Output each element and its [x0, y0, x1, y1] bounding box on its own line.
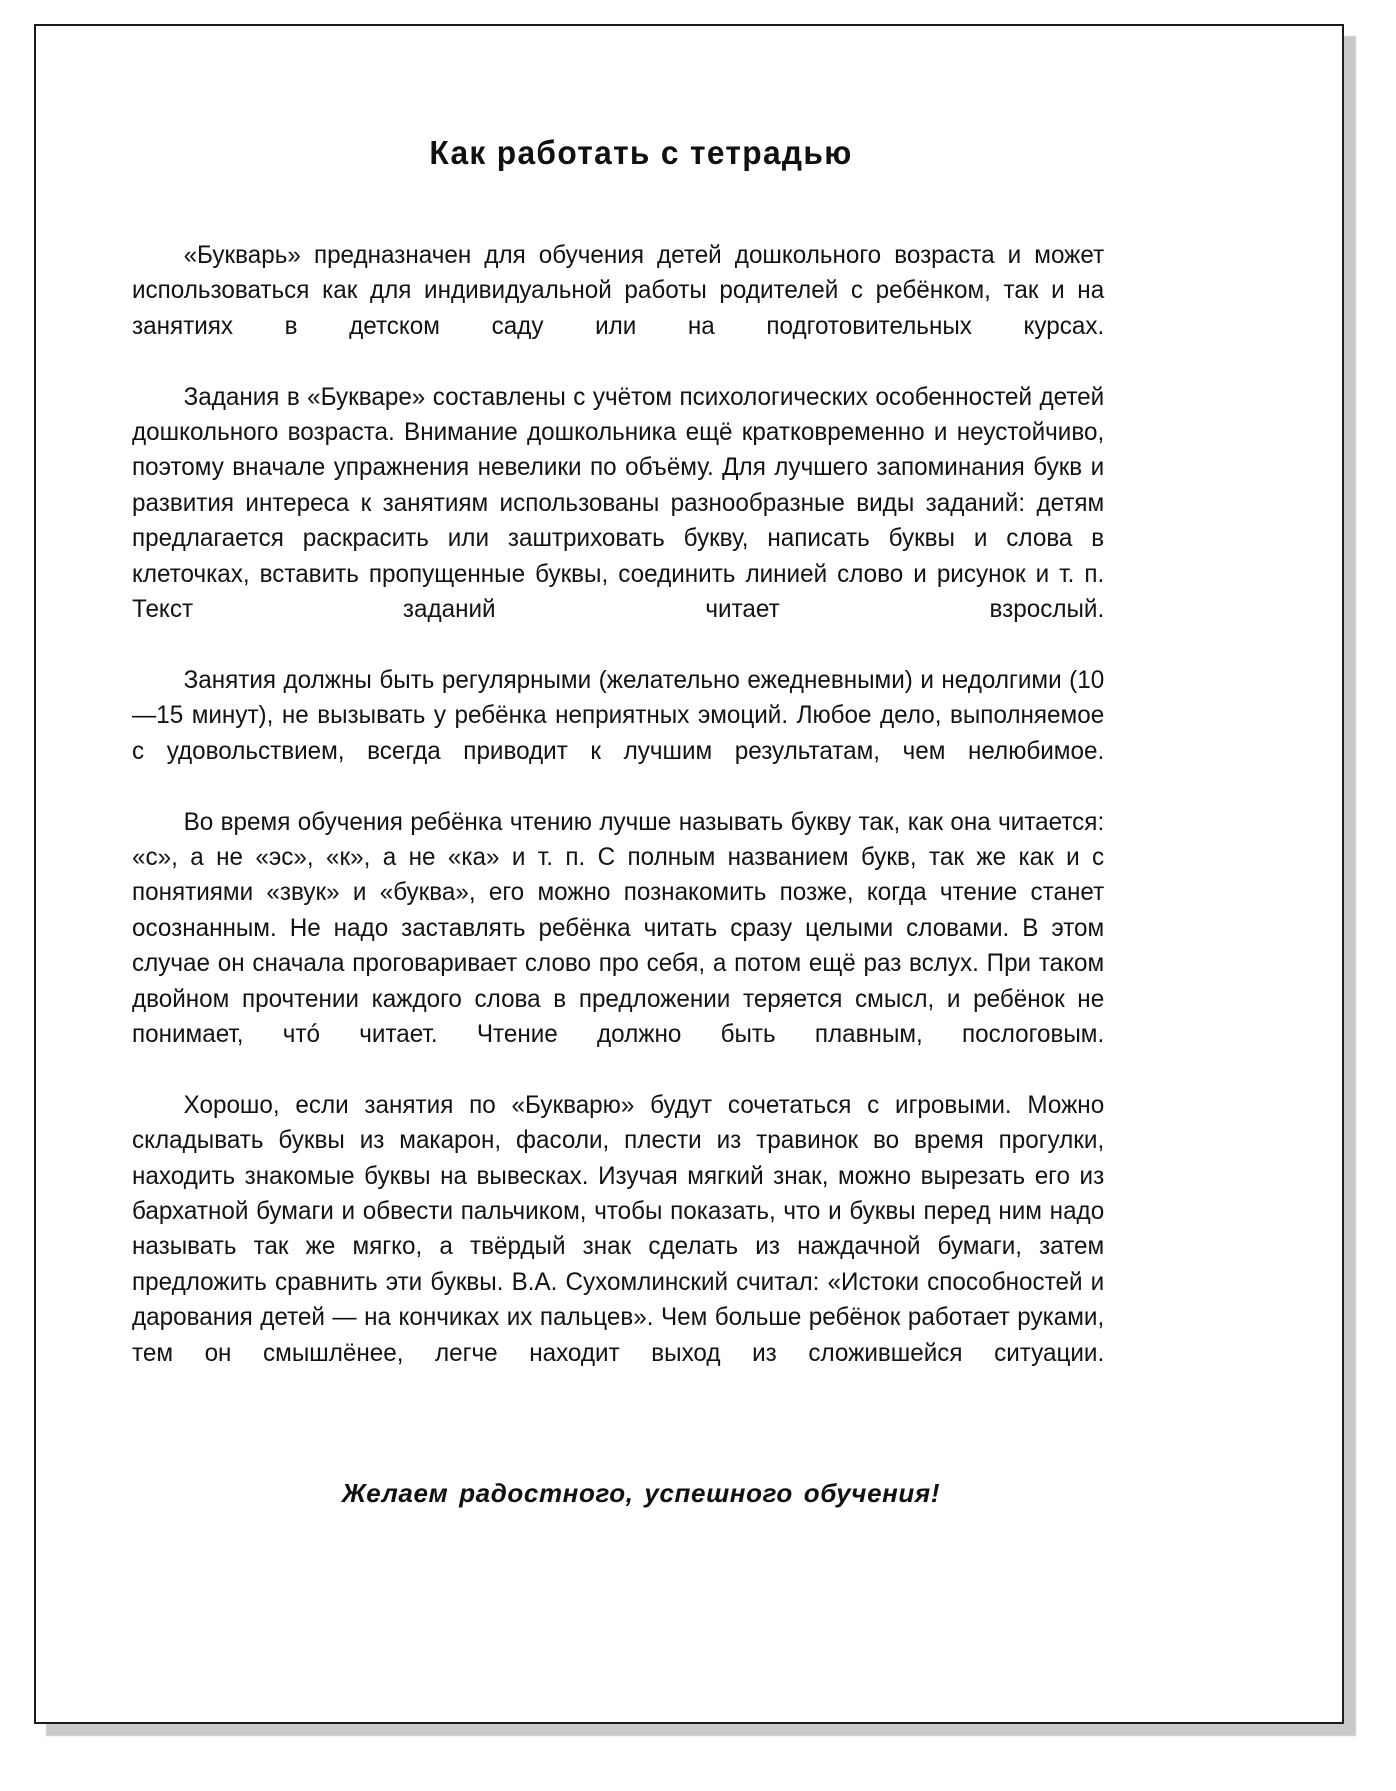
paragraph-2: Задания в «Букваре» составлены с учётом психологических особенностей детей дошкольного возраста. Внимание дошкольника ещё кратковременно и неустойчиво, поэтому вначале упражнения невелики по объёму. Для лучшего запоминания букв и развития интереса к занятиям использованы разнообразные виды заданий: детям предлагается раскрасить или заштриховать букву, написать буквы и слова в клеточках, вставить пропущенные буквы, соединить линией слово и рисунок и т. п. Текст заданий читает взрослый.: [132, 382, 1105, 624]
page-content-area: [132, 122, 1150, 1509]
document-page: [34, 24, 1344, 1724]
page-title: Как работать с тетрадью: [429, 134, 853, 171]
closing-wish-line: Желаем радостного, успешного обучения!: [341, 1478, 941, 1509]
paragraph-1: «Букварь» предназначен для обучения детей дошкольного возраста и может использоваться как для индивидуальной работы родителей с ребёнком, так и на занятиях в детском саду или на подготовительных курсах.: [132, 241, 1105, 340]
paragraph-3: Занятия должны быть регулярными (желательно ежедневными) и недолгими (10—15 минут), не вызывать у ребёнка неприятных эмоций. Любое дело, выполняемое с удовольствием, всегда приводит к лучшим результатам, чем нелюбимое.: [132, 665, 1105, 765]
paragraph-5: Хорошо, если занятия по «Букварю» будут сочетаться с игровыми. Можно складывать буквы из макарон, фасоли, плести из травинок во время прогулки, находить знакомые буквы на вывесках. Изучая мягкий знак, можно вырезать его из бархатной бумаги и обвести пальчиком, чтобы показать, что и буквы перед ним надо называть так же мягко, а твёрдый знак сделать из наждачной бумаги, затем предложить сравнить эти буквы. В.А. Сухомлинский считал: «Истоки способностей и дарования детей — на кончиках их пальцев». Чем больше ребёнок работает руками, тем он смышлёнее, легче находит выход из сложившейся ситуации.: [132, 1090, 1105, 1367]
paragraph-4: Во время обучения ребёнка чтению лучше называть букву так, как она читается: «с», а не «эс», «к», а не «ка» и т. п. С полным названием букв, так же как и с понятиями «звук» и «буква», его можно познакомить позже, когда чтение станет осознанным. Не надо заставлять ребёнка читать сразу целыми словами. В этом случае он сначала проговаривает слово про себя, а потом ещё раз вслух. При таком двойном прочтении каждого слова в предложении теряется смысл, и ребёнок не понимает, чтó читает. Чтение должно быть плавным, послоговым.: [132, 807, 1105, 1048]
body-text-block: [132, 238, 1150, 1406]
